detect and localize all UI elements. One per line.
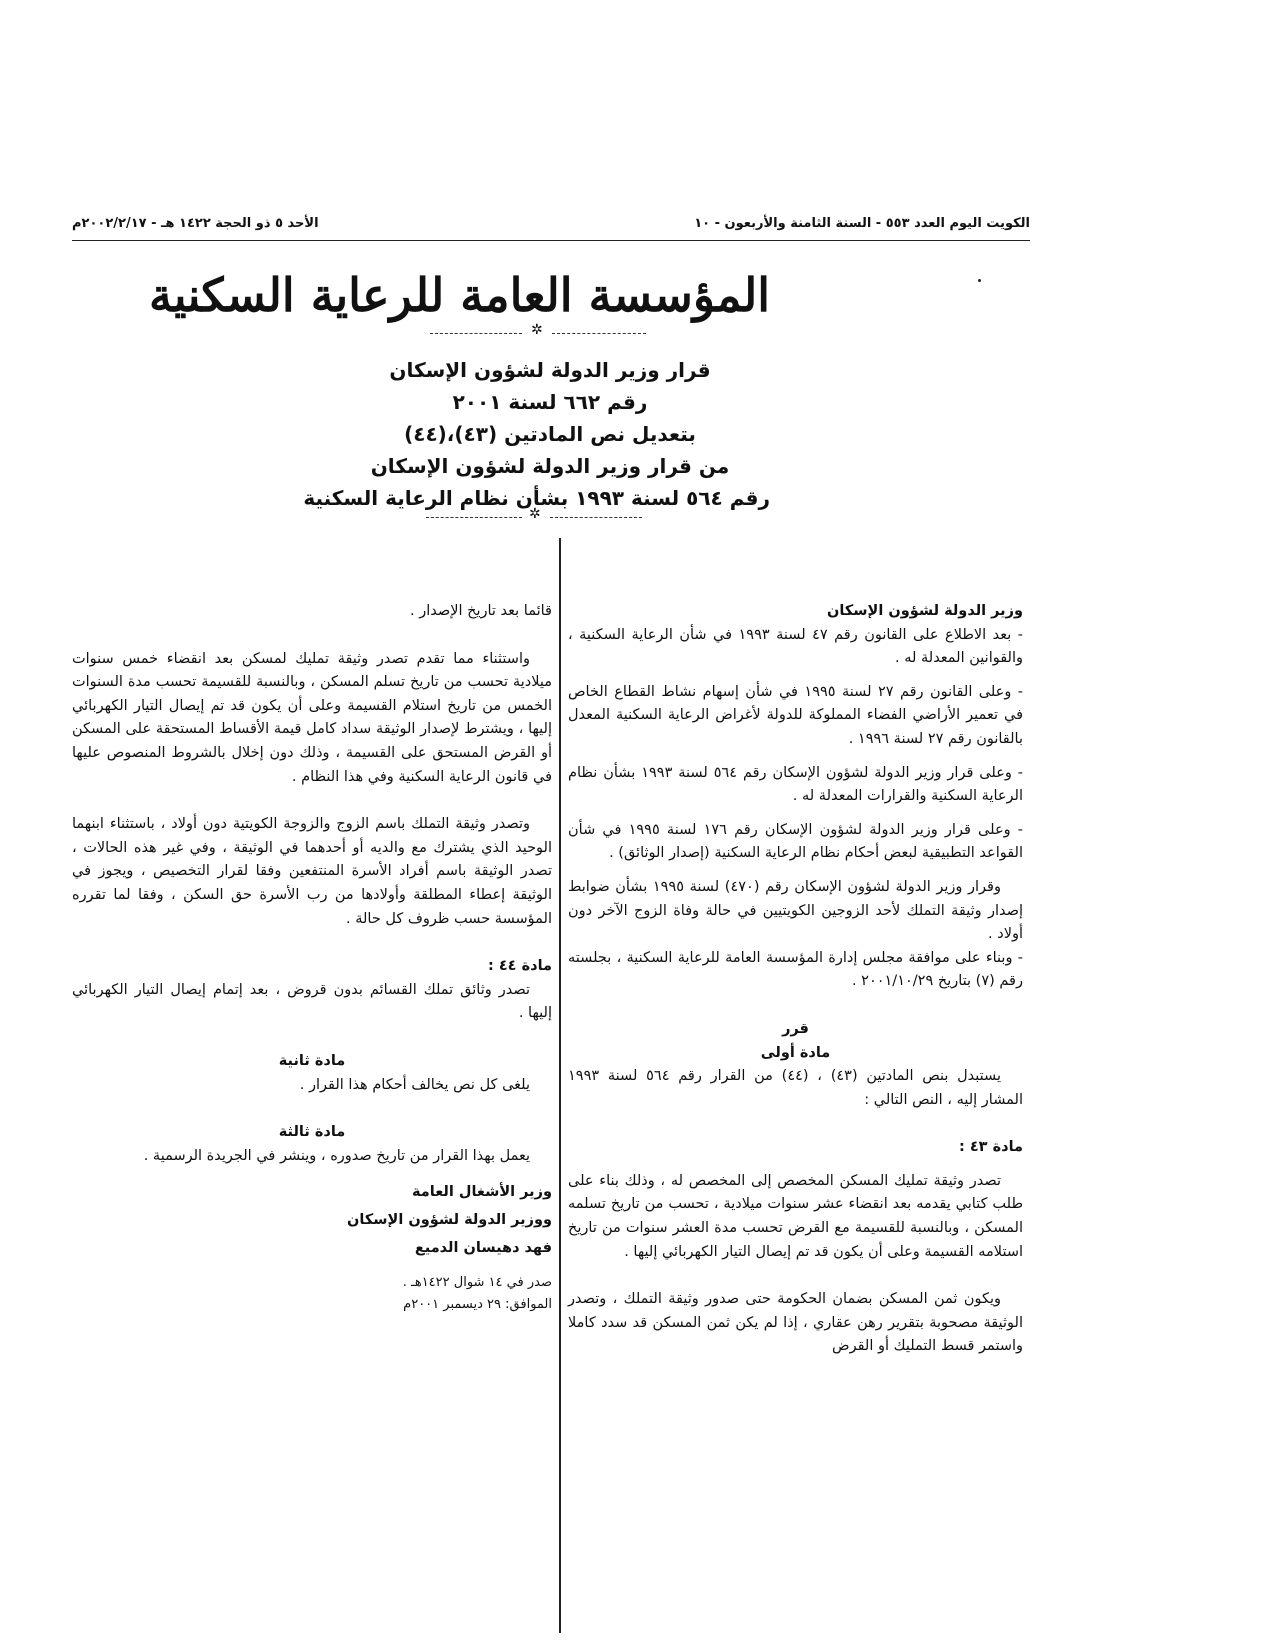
preamble-paragraph: - بعد الاطلاع على القانون رقم ٤٧ لسنة ١٩٩٣ في شأن الرعاية السكنية ، والقوانين المعدلة له .: [568, 626, 1023, 667]
title-line-2: رقم ٦٦٢ لسنة ٢٠٠١: [452, 390, 648, 414]
signatory-name: فهد دهيسان الدميع: [414, 1240, 552, 1257]
title-line-5: رقم ٥٦٤ لسنة ١٩٩٣ بشأن نظام الرعاية السكنية: [303, 486, 770, 510]
signatory-title: وزير الأشغال العامة: [412, 1184, 552, 1201]
article-44-text: تصدر وثائق تملك القسائم بدون قروض ، بعد إتمام إيصال التيار الكهربائي إليها .: [72, 981, 552, 1022]
ornament-divider-bottom: ✲: [426, 510, 642, 524]
preamble-paragraph: وقرار وزير الدولة لشؤون الإسكان رقم (٤٧٠) لسنة ١٩٩٥ بشأن ضوابط إصدار وثيقة التملك لأحد الزوجين الكويتيين في حالة وفاة الزوج الآخر دون أولاد .: [568, 878, 1023, 943]
title-line-1: قرار وزير الدولة لشؤون الإسكان: [389, 358, 711, 382]
left-column: [72, 600, 552, 1316]
signatory-title: ووزير الدولة لشؤون الإسكان: [347, 1212, 552, 1229]
article-2-text: يلغى كل نص يخالف أحكام هذا القرار .: [299, 1076, 530, 1093]
column-divider: [559, 538, 561, 1633]
institution-banner: المؤسسة العامة للرعاية السكنية: [149, 268, 770, 322]
article-43-paragraph: وتصدر وثيقة التملك باسم الزوج والزوجة الكويتية دون أولاد ، باستثناء ابنهما الوحيد الذي يشترك مع والديه أو أحدهما في الوثيقة ، وفي غير هذه الحالات ، تصدر الوثيقة باسم أفراد الأسرة المنتفعين وفقا لقرار التخصيص ، ويجوز في الوثيقة إعطاء المطلقة وأولادها من رب الأسرة حق السكن ، وفقا لما تقرره المؤسسة حسب ظروف كل حالة .: [72, 816, 552, 927]
ornament-divider-top: ✲: [430, 326, 646, 340]
header-issue-info: الكويت اليوم العدد ٥٥٣ - السنة الثامنة والأربعون - ١٠: [694, 216, 1030, 231]
article-43-paragraph: تصدر وثيقة تمليك المسكن المخصص إلى المخصص له ، وذلك بناء على طلب كتابي يقدمه بعد انقضاء عشر سنوات ميلادية ، تحسب من تاريخ تسلمه المسكن ، وبالنسبة للقسيمة مع القرض تحسب مدة العشر سنوات من تاريخ استلامه القسيمة وعلى أن يكون قد تم إيصال التيار الكهربائي إليها .: [568, 1172, 1023, 1260]
article-3-title: مادة ثالثة: [278, 1124, 346, 1141]
decided-heading: قرر: [782, 1020, 809, 1037]
article-44-title: مادة ٤٤ :: [487, 958, 552, 975]
article-43-paragraph: واستثناء مما تقدم تصدر وثيقة تمليك لمسكن بعد انقضاء خمس سنوات ميلادية تحسب من تاريخ تسلم المسكن ، وبالنسبة للقسيمة تحسب مدة السنوات الخمس من تاريخ استلام القسيمة وعلى أن يكون قد تم إيصال التيار الكهربائي إليها ، ويشترط لإصدار الوثيقة سداد كامل قيمة الأقساط المستحقة على المسكن أو القرض المستحق على القسيمة ، وذلك دون إخلال بالشروط المنصوص عليها في قانون الرعاية السكنية وفي هذا النظام .: [72, 650, 552, 785]
issue-date-hijri: صدر في ١٤ شوال ١٤٢٢هـ .: [402, 1275, 552, 1291]
article-43-paragraph: ويكون ثمن المسكن بضمان الحكومة حتى صدور وثيقة التملك ، وتصدر الوثيقة مصحوبة بتقرير رهن عقاري ، إذا لم يكن ثمن المسكن قد سدد كاملا واستمر قسط التمليك أو القرض: [568, 1291, 1023, 1355]
article-1-title: مادة أولى: [760, 1044, 831, 1061]
continued-text: قائما بعد تاريخ الإصدار .: [410, 603, 552, 619]
right-column: [568, 600, 1023, 1359]
preamble-paragraph: - وعلى قرار وزير الدولة لشؤون الإسكان رقم ٥٦٤ لسنة ١٩٩٣ بشأن نظام الرعاية السكنية والقرارات المعدلة له .: [568, 764, 1023, 805]
preamble-paragraph: - وبناء على موافقة مجلس إدارة المؤسسة العامة للرعاية السكنية ، بجلسته رقم (٧) بتاريخ ٢٠٠١/١٠/٢٩ .: [568, 949, 1023, 990]
article-3-text: يعمل بهذا القرار من تاريخ صدوره ، وينشر في الجريدة الرسمية .: [143, 1147, 530, 1164]
article-43-title: مادة ٤٣ :: [958, 1139, 1023, 1156]
header-date: الأحد ٥ ذو الحجة ١٤٢٢ هـ - ٢٠٠٢/٢/١٧م: [72, 216, 319, 231]
signature-block: [72, 1178, 552, 1262]
decree-title: [303, 354, 770, 514]
title-line-4: من قرار وزير الدولة لشؤون الإسكان: [370, 454, 730, 478]
preamble-paragraph: - وعلى القانون رقم ٢٧ لسنة ١٩٩٥ في شأن إسهام نشاط القطاع الخاص في تعمير الأراضي الفضاء المملوكة للدولة لأغراض الرعاية السكنية المعدل بالقانون رقم ٢٧ لسنة ١٩٩٦ .: [568, 683, 1023, 747]
issue-date-gregorian: الموافق: ٢٩ ديسمبر ٢٠٠١م: [403, 1297, 552, 1313]
article-2-title: مادة ثانية: [278, 1052, 346, 1069]
preamble-paragraph: - وعلى قرار وزير الدولة لشؤون الإسكان رقم ١٧٦ لسنة ١٩٩٥ في شأن القواعد التطبيقية لبعض أحكام نظام الرعاية السكنية (إصدار الوثائق) .: [568, 821, 1024, 862]
title-line-3: بتعديل نص المادتين (٤٣)،(٤٤): [404, 422, 696, 446]
minister-heading: وزير الدولة لشؤون الإسكان: [827, 603, 1023, 619]
running-header: [72, 210, 1030, 241]
article-1-text: يستبدل بنص المادتين (٤٣) ، (٤٤) من القرار رقم ٥٦٤ لسنة ١٩٩٣ المشار إليه ، النص التالي :: [568, 1068, 1023, 1108]
stray-dot: [978, 279, 981, 282]
